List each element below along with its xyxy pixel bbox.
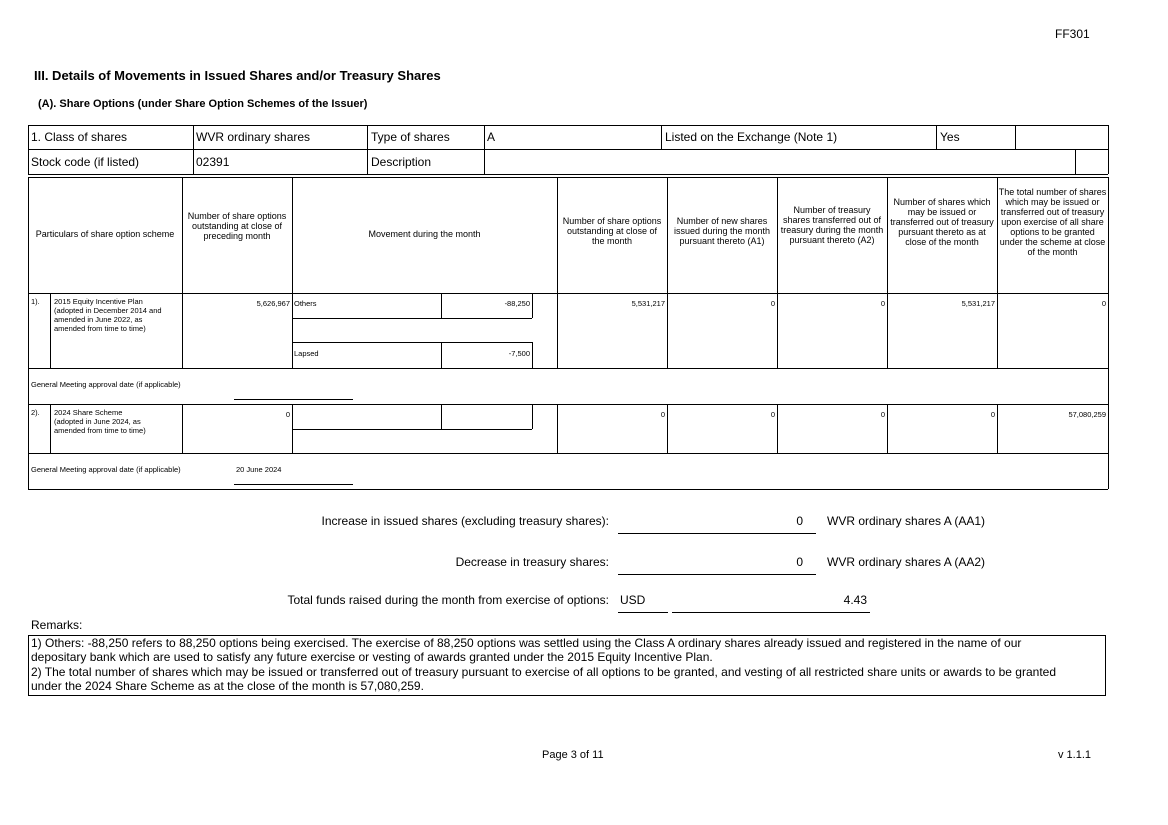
opening-value: 5,626,967 (256, 299, 290, 308)
listed-value: Yes (940, 130, 960, 144)
scheme-name-line: 2015 Equity Incentive Plan (54, 297, 143, 306)
scheme-name-line: amended from time to time) (54, 426, 146, 435)
movement-value: -88,250 (504, 299, 530, 308)
remarks-label: Remarks: (31, 618, 83, 632)
version-label: v 1.1.1 (1058, 749, 1092, 761)
form-code: FF301 (1055, 27, 1090, 41)
may-be-issued-value: 5,531,217 (961, 299, 995, 308)
movement-value: -7,500 (508, 349, 530, 358)
increase-value: 0 (796, 514, 803, 528)
increase-unit: WVR ordinary shares A (AA1) (827, 514, 986, 528)
movement-label: Lapsed (294, 349, 319, 358)
closing-value: 0 (660, 410, 665, 419)
col-closing: Number of share options outstanding at close of the month (562, 216, 662, 246)
remark-line: 1) Others: -88,250 refers to 88,250 options being exercised. The exercise of 88,250 options was settled using the Class A ordinary shares already issued and registered in the name of our (31, 636, 1022, 650)
col-movement: Movement during the month (368, 229, 481, 239)
stock-code-value: 02391 (196, 155, 230, 169)
opening-value: 0 (285, 410, 290, 419)
scheme-index: 2). (31, 408, 40, 417)
remarks-box (28, 635, 1106, 696)
page-number: Page 3 of 11 (542, 749, 604, 761)
section-title: III. Details of Movements in Issued Shares and/or Treasury Shares (34, 68, 441, 83)
decrease-label: Decrease in treasury shares: (455, 555, 609, 569)
increase-label: Increase in issued shares (excluding treasury shares): (321, 514, 609, 528)
remark-line: depositary bank which are used to satisfy any future exercise or vesting of awards granted under the 2015 Equity Incentive Plan. (31, 650, 713, 665)
decrease-value: 0 (796, 555, 803, 569)
treasury-transferred-value: 0 (880, 299, 885, 308)
treasury-transferred-value: 0 (880, 410, 885, 419)
funds-value: 4.43 (843, 593, 867, 607)
funds-currency: USD (620, 593, 646, 607)
class-of-shares-label: 1. Class of shares (31, 130, 128, 144)
col-opening: Number of share options outstanding at close of preceding month (187, 211, 287, 241)
total-to-be-granted-value: 57,080,259 (1068, 410, 1106, 419)
scheme-name-line: (adopted in December 2014 and (54, 306, 162, 315)
approval-date: 20 June 2024 (236, 465, 282, 474)
sub-title: (A). Share Options (under Share Option Schemes of the Issuer) (38, 98, 368, 110)
scheme-name-line: 2024 Share Scheme (54, 408, 123, 417)
description-label: Description (371, 155, 432, 169)
total-to-be-granted-value: 0 (1101, 299, 1106, 308)
remark-line: under the 2024 Share Scheme as at the close of the month is 57,080,259. (31, 678, 424, 693)
col-total-to-be-granted: The total number of shares which may be issued or transferred out of treasury upon exercise of all share options to be granted under the scheme at close of the month (998, 187, 1107, 257)
type-of-shares-label: Type of shares (371, 130, 450, 144)
closing-value: 5,531,217 (631, 299, 665, 308)
col-treasury-transferred: Number of treasury shares transferred out of treasury during the month pursuant thereto (A2) (780, 205, 884, 245)
scheme-name-line: amended in June 2022, as (54, 315, 143, 324)
funds-label: Total funds raised during the month from exercise of options: (287, 593, 609, 607)
decrease-unit: WVR ordinary shares A (AA2) (827, 555, 986, 569)
new-shares-value: 0 (770, 299, 775, 308)
scheme-index: 1). (31, 297, 40, 306)
approval-label: General Meeting approval date (if applicable) (31, 380, 181, 389)
movement-label: Others (294, 299, 317, 308)
new-shares-value: 0 (770, 410, 775, 419)
col-particulars: Particulars of share option scheme (35, 229, 175, 239)
listed-label: Listed on the Exchange (Note 1) (665, 130, 838, 144)
may-be-issued-value: 0 (990, 410, 995, 419)
col-new-shares: Number of new shares issued during the month pursuant thereto (A1) (673, 216, 771, 246)
col-may-be-issued: Number of shares which may be issued or transferred out of treasury pursuant thereto as at close of the month (890, 197, 994, 247)
remark-line: 2) The total number of shares which may be issued or transferred out of treasury pursuant to exercise of all options to be granted, and vesting of all restricted share units or awards to be granted (31, 664, 1056, 679)
stock-code-label: Stock code (if listed) (31, 155, 140, 169)
scheme-name-line: (adopted in June 2024, as (54, 417, 141, 426)
type-of-shares-value: A (487, 130, 496, 144)
scheme-name-line: amended from time to time) (54, 324, 146, 333)
approval-label: General Meeting approval date (if applicable) (31, 465, 181, 474)
class-of-shares-value: WVR ordinary shares (196, 130, 311, 144)
